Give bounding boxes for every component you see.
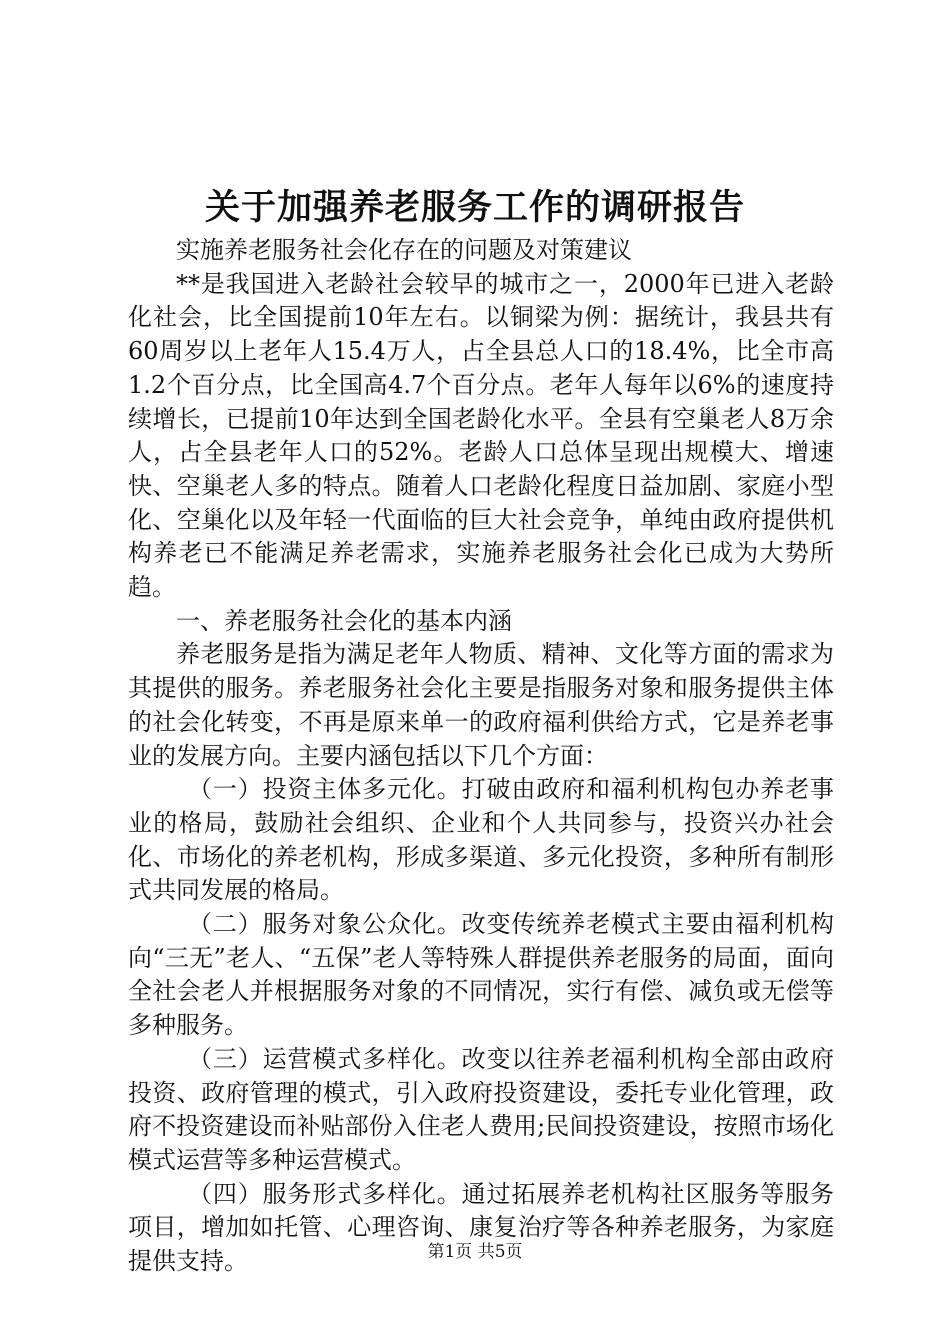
document-title: 关于加强养老服务工作的调研报告 (204, 188, 745, 228)
list-paragraph: （一）投资主体多元化。打破由政府和福利机构包办养老事业的格局，鼓励社会组织、企业和个人共同参与，投资兴办社会化、市场化的养老机构，形成多渠道、多元化投资，多种所有制形式共同发展的格局。 (128, 775, 834, 905)
body-paragraph: **是我国进入老龄社会较早的城市之一，2000年已进入老龄化社会，比全国提前10年左右。以铜梁为例：据统计，我县共有60周岁以上老年人15.4万人，占全县总人口的18.4%，比全市高1.2个百分点，比全国高4.7个百分点。老年人每年以6%的速度持续增长，已提前10年达到全国老龄化水平。全县有空巢老人8万余人，占全县老年人口的52%。老龄人口总体呈现出规模大、增速快、空巢老人多的特点。随着人口老龄化程度日益加剧、家庭小型化、空巢化以及年轻一代面临的巨大社会竞争，单纯由政府提供机构养老已不能满足养老需求，实施养老服务社会化已成为大势所趋。 (128, 269, 834, 602)
document-body (128, 234, 834, 1279)
section-heading: 一、养老服务社会化的基本内涵 (176, 606, 512, 635)
list-paragraph: （二）服务对象公众化。改变传统养老模式主要由福利机构向“三无”老人、“五保”老人等特殊人群提供养老服务的局面，面向全社会老人并根据服务对象的不同情况，实行有偿、减负或无偿等多种服务。 (128, 910, 834, 1040)
body-paragraph: 养老服务是指为满足老年人物质、精神、文化等方面的需求为其提供的服务。养老服务社会化主要是指服务对象和服务提供主体的社会化转变，不再是原来单一的政府福利供给方式，它是养老事业的发展方向。主要内涵包括以下几个方面： (128, 640, 834, 770)
list-paragraph: （四）服务形式多样化。通过拓展养老机构社区服务等服务项目，增加如托管、心理咨询、康复治疗等各种养老服务，为家庭提供支持。 (128, 1179, 834, 1276)
page-footer: 第1页 共5页 (427, 1242, 523, 1262)
subtitle-paragraph: 实施养老服务社会化存在的问题及对策建议 (176, 236, 632, 264)
list-paragraph: （三）运营模式多样化。改变以往养老福利机构全部由政府投资、政府管理的模式，引入政府投资建设，委托专业化管理，政府不投资建设而补贴部份入住老人费用;民间投资建设，按照市场化模式运营等多种运营模式。 (128, 1044, 834, 1174)
